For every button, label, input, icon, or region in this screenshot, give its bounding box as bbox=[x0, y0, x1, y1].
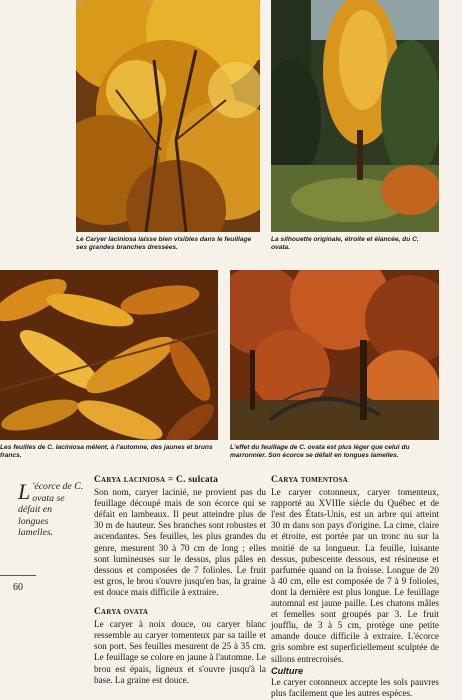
photo-ovata-silhouette bbox=[271, 0, 439, 232]
heading-laciniosa: Carya laciniosa = C. sulcata bbox=[94, 475, 219, 485]
photo-laciniosa-leaves bbox=[0, 270, 218, 440]
sidenote bbox=[18, 481, 84, 539]
caption-photo-4: L'effet du feuillage de C. ovata est plus léger que celui du marronnier. Son écorce se défait en longues lamelles. bbox=[230, 444, 410, 459]
body-laciniosa: Son nom, caryer lacinié, ne provient pas du feuillage découpé mais de son écorce qui se défait en lambeaux. Il peut atteindre plus de 30 m de hauteur. Ses branches sont robustes et ascendantes. Ses feuilles, les plus grandes du genre, mesurent 30 à 70 cm de long ; elles sont lumineuses sur le dessus, plus pâles en dessous et composées de 7 folioles. Le fruit est gros, le brou s'ouvre jusqu'en bas, la graine est douce mais difficile à extraire. bbox=[94, 487, 266, 597]
body-ovata: Le caryer à noix douce, ou caryer blanc ressemble au caryer tomenteux par sa taille et son port. Ses feuilles mesurent de 25 à 35 cm. Le feuillage se colore en jaune à l'automne. Le brou est épais, ligneux et s'ouvre jusqu'à la base. La graine est douce. bbox=[94, 619, 266, 685]
page-number: 60 bbox=[13, 582, 23, 593]
caption-photo-3: Les feuilles de C. laciniosa mêlent, à l'automne, des jaunes et bruns francs. bbox=[0, 444, 213, 459]
sidenote-text: 'écorce de C. ovata se défait en longues lamelles. bbox=[18, 481, 84, 539]
heading-tomentosa: Carya tomentosa bbox=[271, 475, 348, 485]
body-tomentosa: Le caryer cotonneux, caryer tomenteux, rapporté au XVIIIe siècle du Québec et de l'est des États-Unis, est un arbre qui atteint 30 m dans son pays d'origine. La cime, claire et étroite, est portée par un tronc nu sur la moitié de sa longueur. La feuille, luisante dessus, pubescente dessous, est résineuse et parfumée quand on la froisse. Longue de 20 à 40 cm, elle est composée de 7 à 9 folioles, dont la dernière est plus longue. Le feuillage automnal est jaune paille. Les chatons mâles et femelles sont groupés par 3. Le fruit joufflu, de 3 à 5 cm, protège une petite amande douce difficile à extraire. L'écorce gris sombre est superficiellement sculptée de sillons entrecroisés. bbox=[271, 487, 439, 664]
column-right bbox=[271, 475, 439, 699]
caption-photo-2: La silhouette originale, étroite et élancée, du C. ovata. bbox=[271, 236, 419, 251]
photo-laciniosa-canopy bbox=[76, 0, 260, 232]
body-culture: Le caryer cotonneux accepte les sols pauvres plus facilement que les autres espèces. bbox=[271, 676, 439, 698]
photo-ovata-park bbox=[230, 270, 439, 440]
page-number-rule bbox=[0, 575, 36, 576]
sidenote-dropcap: L bbox=[18, 479, 31, 504]
column-left bbox=[94, 475, 266, 686]
heading-ovata: Carya ovata bbox=[94, 607, 149, 618]
caption-photo-1: Le Caryer laciniosa laisse bien visibles dans le feuillage ses grandes branches dressées. bbox=[76, 236, 252, 251]
heading-culture: Culture bbox=[271, 665, 304, 676]
